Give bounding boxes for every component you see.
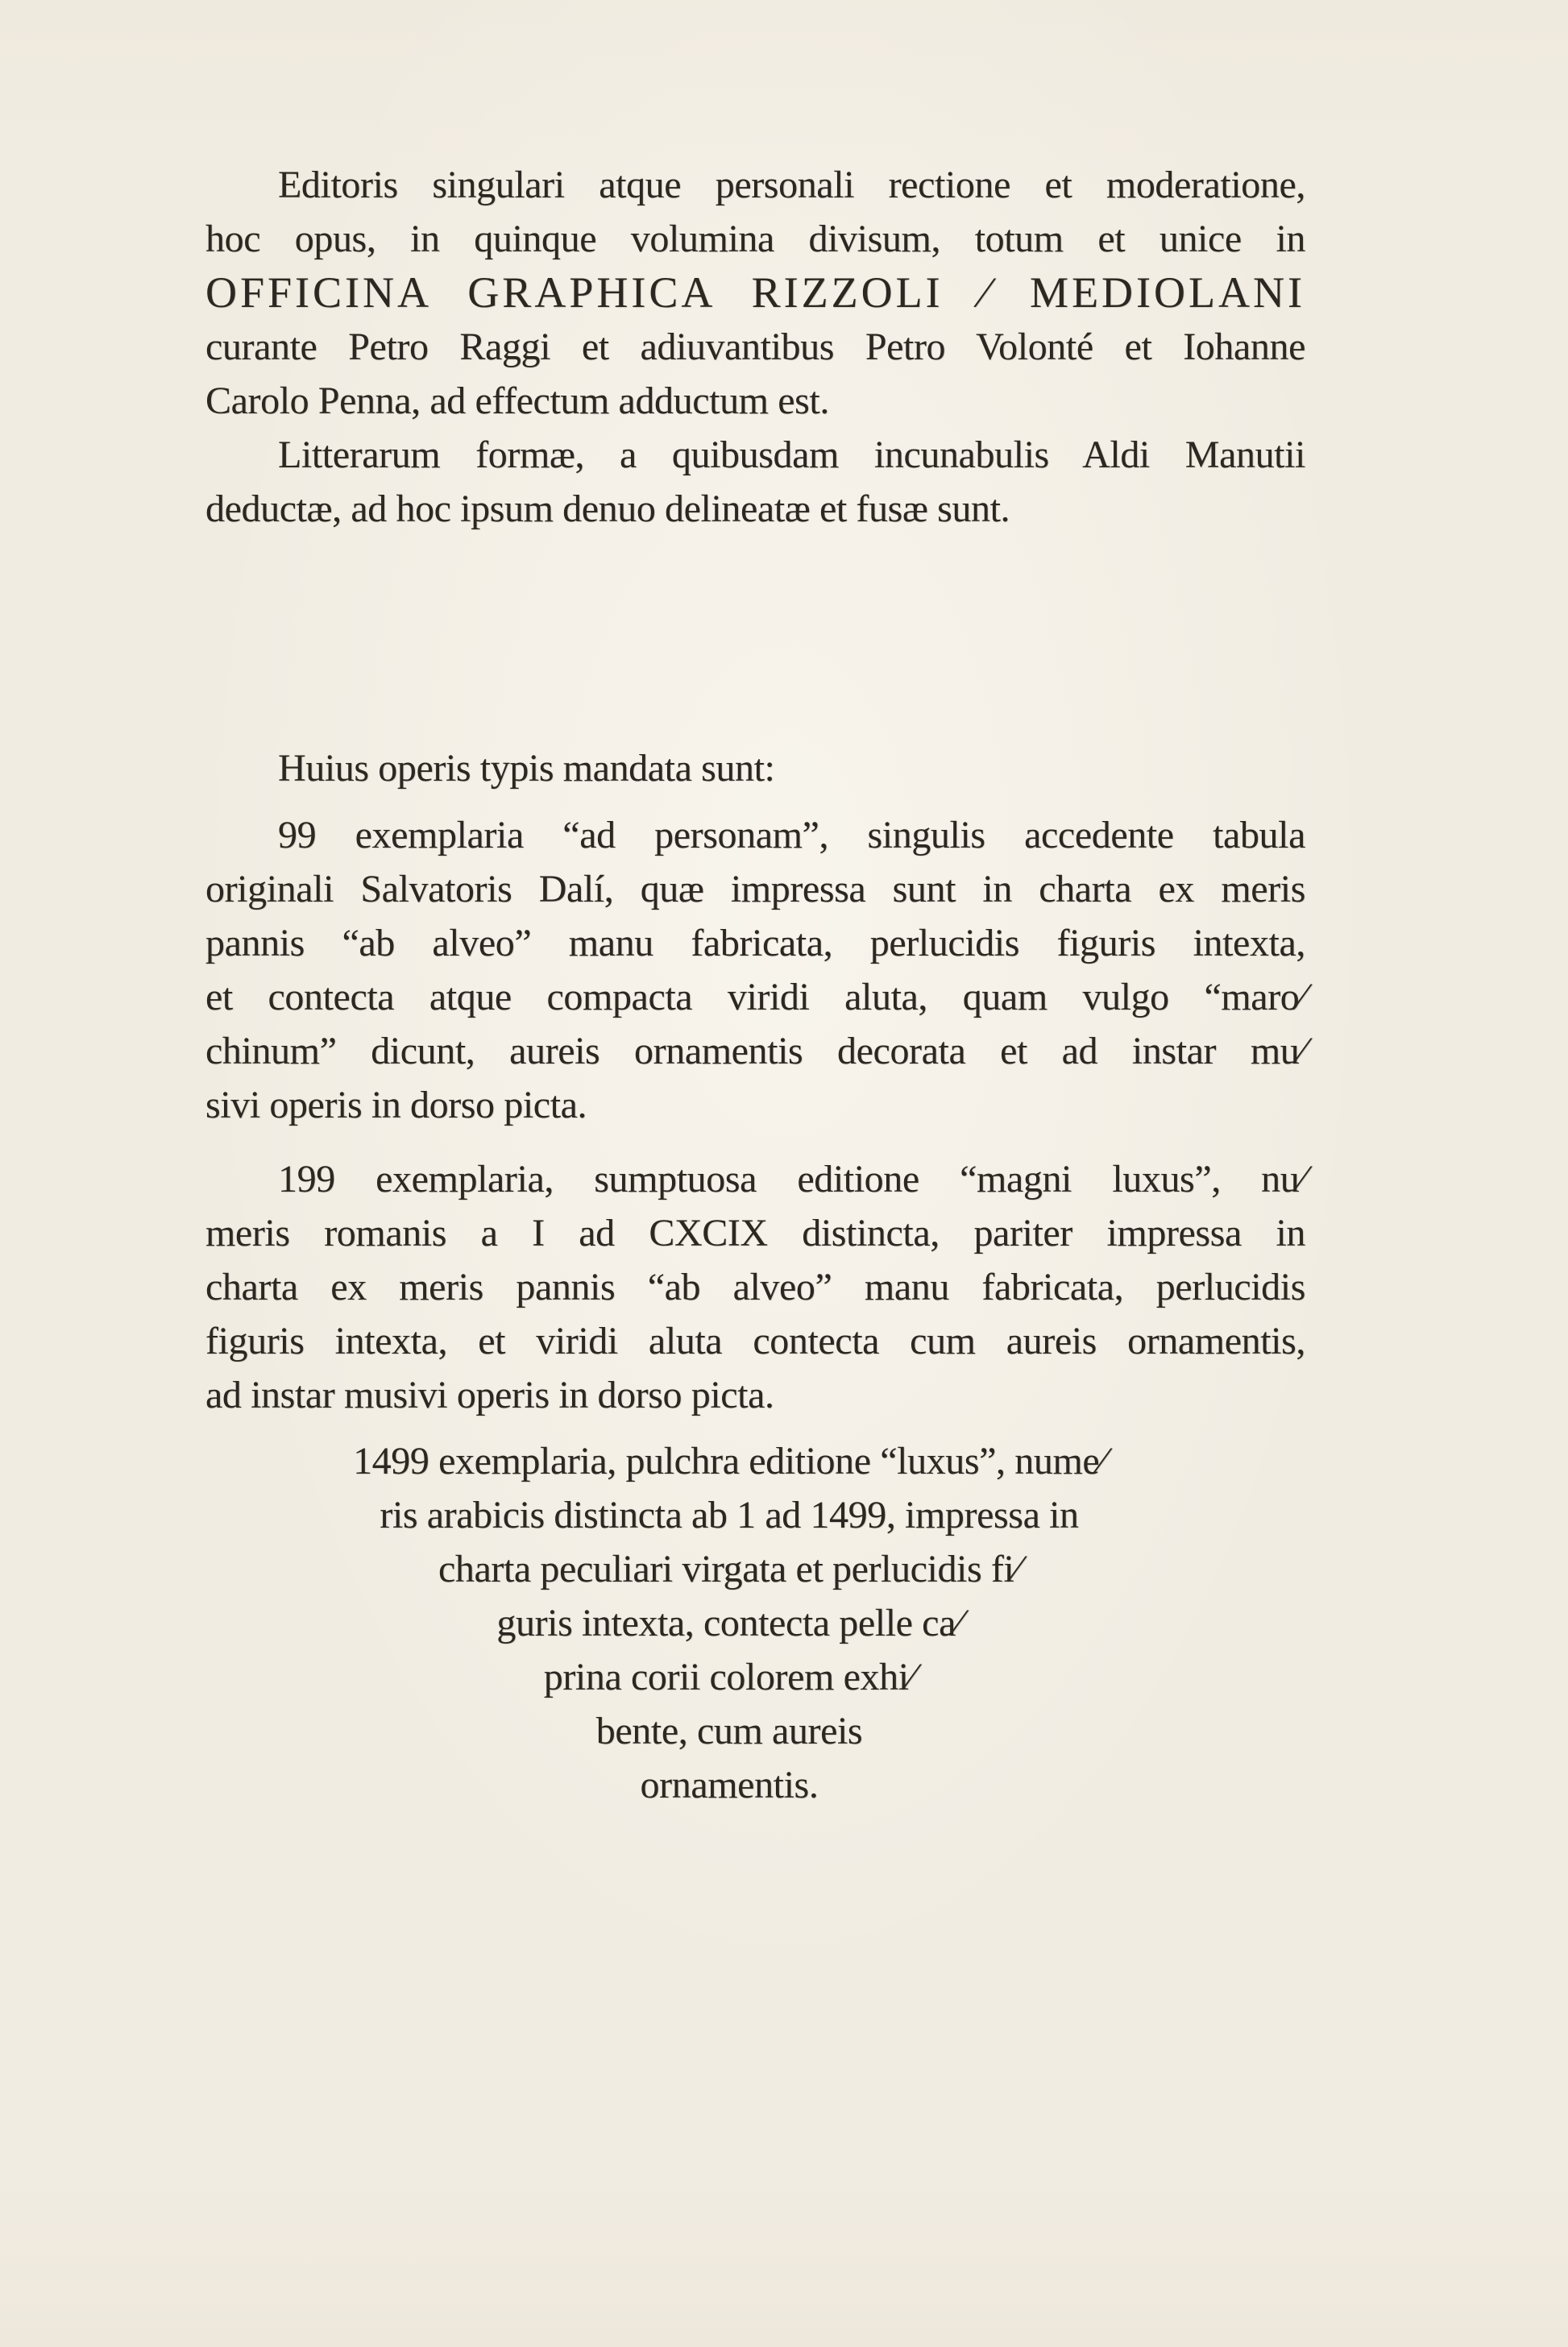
colophon-text-block	[205, 158, 1305, 1812]
text-line: curante Petro Raggi et adiuvantibus Petro Volonté et Iohanne	[205, 326, 1305, 368]
text-line: guris intexta, contecta pelle ca⁄	[496, 1602, 962, 1644]
text-line: Carolo Penna, ad effectum adductum est.	[205, 379, 829, 422]
text-line: 199 exemplaria, sumptuosa editione “magni luxus”, nu⁄	[278, 1158, 1305, 1200]
text-line: charta peculiari virgata et perlucidis fi⁄	[438, 1548, 1020, 1590]
text-line: hoc opus, in quinque volumina divisum, totum et unice in	[205, 218, 1305, 260]
typefaces-paragraph	[205, 428, 1305, 536]
text-line: ris arabicis distincta ab 1 ad 1499, impressa in	[380, 1494, 1079, 1536]
publisher-imprint-line: OFFICINA GRAPHICA RIZZOLI ⁄ MEDIOLANI	[205, 268, 1305, 317]
text-line: pannis “ab alveo” manu fabricata, perlucidis figuris intexta,	[205, 922, 1305, 964]
text-line: et contecta atque compacta viridi aluta, quam vulgo “maro⁄	[205, 976, 1305, 1018]
edition-1499-paragraph	[205, 1434, 1253, 1812]
text-line: sivi operis in dorso picta.	[205, 1084, 587, 1126]
text-line: 99 exemplaria “ad personam”, singulis accedente tabula	[278, 814, 1305, 856]
edition-199-paragraph	[205, 1152, 1305, 1422]
text-line: deductæ, ad hoc ipsum denuo delineatæ et fusæ sunt.	[205, 487, 1010, 530]
text-line: figuris intexta, et viridi aluta contecta cum aureis ornamentis,	[205, 1320, 1305, 1362]
text-line: Editoris singulari atque personali rectione et moderatione,	[278, 164, 1305, 206]
text-line: charta ex meris pannis “ab alveo” manu fabricata, perlucidis	[205, 1266, 1305, 1308]
text-line: ad instar musivi operis in dorso picta.	[205, 1374, 774, 1416]
edition-99-paragraph	[205, 808, 1305, 1132]
text-line: originali Salvatoris Dalí, quæ impressa sunt in charta ex meris	[205, 868, 1305, 910]
section-heading: Huius operis typis mandata sunt:	[278, 747, 775, 790]
text-line: meris romanis a I ad CXCIX distincta, pariter impressa in	[205, 1212, 1305, 1254]
intro-paragraph	[205, 158, 1305, 428]
text-line: ornamentis.	[640, 1764, 819, 1806]
text-line: chinum” dicunt, aureis ornamentis decorata et ad instar mu⁄	[205, 1030, 1305, 1072]
text-line: bente, cum aureis	[595, 1710, 863, 1752]
text-line: 1499 exemplaria, pulchra editione “luxus”, nume⁄	[353, 1440, 1105, 1482]
text-line: prina corii colorem exhi⁄	[543, 1656, 915, 1698]
text-line: Litterarum formæ, a quibusdam incunabulis Aldi Manutii	[278, 433, 1305, 476]
